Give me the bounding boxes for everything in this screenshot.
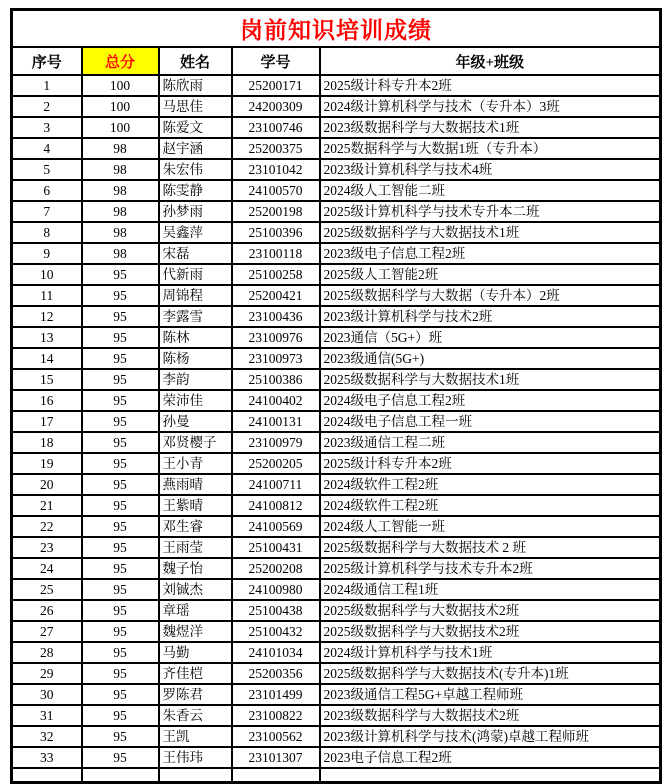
cell-class: 2024级计算机科学与技术1班 xyxy=(320,642,661,663)
cell-index: 21 xyxy=(12,495,82,516)
cell-score: 98 xyxy=(82,180,159,201)
cell-name: 代新雨 xyxy=(159,264,232,285)
table-row xyxy=(12,495,661,516)
table-row xyxy=(12,75,661,96)
cell-class: 2023级计算机科学与技术4班 xyxy=(320,159,661,180)
cell-index: 26 xyxy=(12,600,82,621)
cell-class: 2024级电子信息工程一班 xyxy=(320,411,661,432)
page-title: 岗前知识培训成绩 xyxy=(12,10,661,48)
cell-score: 95 xyxy=(82,432,159,453)
cell-index: 1 xyxy=(12,75,82,96)
cell-student-id: 24100570 xyxy=(232,180,320,201)
cell-student-id: 24200309 xyxy=(232,96,320,117)
table-row xyxy=(12,222,661,243)
cell-index: 9 xyxy=(12,243,82,264)
table-row xyxy=(12,369,661,390)
cell-index: 27 xyxy=(12,621,82,642)
cell-score: 98 xyxy=(82,243,159,264)
cell-score: 95 xyxy=(82,600,159,621)
cell-student-id: 25200356 xyxy=(232,663,320,684)
empty-cell xyxy=(82,768,159,782)
cell-class: 2024级软件工程2班 xyxy=(320,474,661,495)
cell-student-id: 25100396 xyxy=(232,222,320,243)
cell-class: 2025级计科专升本2班 xyxy=(320,453,661,474)
cell-score: 95 xyxy=(82,537,159,558)
cell-name: 王伟玮 xyxy=(159,747,232,768)
cell-student-id: 25200198 xyxy=(232,201,320,222)
cell-student-id: 25100386 xyxy=(232,369,320,390)
cell-index: 28 xyxy=(12,642,82,663)
table-row xyxy=(12,726,661,747)
cell-student-id: 23101499 xyxy=(232,684,320,705)
empty-cell xyxy=(232,768,320,782)
cell-class: 2024级通信工程1班 xyxy=(320,579,661,600)
cell-index: 23 xyxy=(12,537,82,558)
cell-class: 2025级计算机科学与技术专升本二班 xyxy=(320,201,661,222)
cell-index: 24 xyxy=(12,558,82,579)
table-row xyxy=(12,684,661,705)
header-row xyxy=(12,47,661,75)
cell-score: 95 xyxy=(82,369,159,390)
table-row xyxy=(12,705,661,726)
cell-name: 刘铖杰 xyxy=(159,579,232,600)
table-row xyxy=(12,432,661,453)
score-table xyxy=(10,8,662,784)
table-row xyxy=(12,264,661,285)
table-row xyxy=(12,600,661,621)
cell-score: 100 xyxy=(82,117,159,138)
cell-score: 95 xyxy=(82,726,159,747)
cell-index: 6 xyxy=(12,180,82,201)
table-row xyxy=(12,453,661,474)
cell-name: 王紫晴 xyxy=(159,495,232,516)
table-row xyxy=(12,663,661,684)
cell-index: 4 xyxy=(12,138,82,159)
cell-class: 2025级数据科学与大数据（专升本）2班 xyxy=(320,285,661,306)
cell-student-id: 25100432 xyxy=(232,621,320,642)
cell-name: 赵宇涵 xyxy=(159,138,232,159)
cell-name: 魏子怡 xyxy=(159,558,232,579)
cell-name: 李韵 xyxy=(159,369,232,390)
cell-name: 齐佳桤 xyxy=(159,663,232,684)
cell-class: 2024级软件工程2班 xyxy=(320,495,661,516)
cell-index: 3 xyxy=(12,117,82,138)
cell-student-id: 23101042 xyxy=(232,159,320,180)
empty-cell xyxy=(159,768,232,782)
cell-score: 95 xyxy=(82,348,159,369)
cell-score: 95 xyxy=(82,327,159,348)
cell-student-id: 25100431 xyxy=(232,537,320,558)
cell-student-id: 24100569 xyxy=(232,516,320,537)
table-body xyxy=(12,75,661,768)
partial-row xyxy=(12,768,661,782)
cell-index: 17 xyxy=(12,411,82,432)
cell-class: 2025数据科学与大数据1班（专升本） xyxy=(320,138,661,159)
cell-class: 2024级人工智能一班 xyxy=(320,516,661,537)
cell-name: 章瑶 xyxy=(159,600,232,621)
cell-student-id: 24100131 xyxy=(232,411,320,432)
table-row xyxy=(12,642,661,663)
cell-score: 95 xyxy=(82,642,159,663)
table-row xyxy=(12,747,661,768)
title-row xyxy=(12,10,661,48)
table-row xyxy=(12,201,661,222)
cell-class: 2025级计科专升本2班 xyxy=(320,75,661,96)
cell-index: 20 xyxy=(12,474,82,495)
cell-class: 2024级电子信息工程2班 xyxy=(320,390,661,411)
table-row xyxy=(12,537,661,558)
cell-score: 98 xyxy=(82,201,159,222)
cell-index: 7 xyxy=(12,201,82,222)
cell-class: 2025级数据科学与大数据技术2班 xyxy=(320,600,661,621)
cell-score: 98 xyxy=(82,222,159,243)
col-header-name: 姓名 xyxy=(159,47,232,75)
cell-score: 95 xyxy=(82,285,159,306)
cell-score: 95 xyxy=(82,411,159,432)
cell-index: 32 xyxy=(12,726,82,747)
cell-name: 周锦程 xyxy=(159,285,232,306)
cell-student-id: 24101034 xyxy=(232,642,320,663)
cell-name: 邓生睿 xyxy=(159,516,232,537)
table-row xyxy=(12,474,661,495)
cell-score: 98 xyxy=(82,138,159,159)
cell-class: 2023通信（5G+）班 xyxy=(320,327,661,348)
table-row xyxy=(12,390,661,411)
cell-class: 2023级数据科学与大数据技术2班 xyxy=(320,705,661,726)
cell-name: 孙梦雨 xyxy=(159,201,232,222)
cell-class: 2023级计算机科学与技术2班 xyxy=(320,306,661,327)
cell-name: 罗陈君 xyxy=(159,684,232,705)
cell-index: 25 xyxy=(12,579,82,600)
cell-name: 马勤 xyxy=(159,642,232,663)
table-row xyxy=(12,621,661,642)
cell-name: 陈欣雨 xyxy=(159,75,232,96)
cell-student-id: 24100812 xyxy=(232,495,320,516)
cell-name: 吴鑫萍 xyxy=(159,222,232,243)
cell-index: 22 xyxy=(12,516,82,537)
cell-score: 95 xyxy=(82,390,159,411)
cell-class: 2024级人工智能二班 xyxy=(320,180,661,201)
table-row xyxy=(12,516,661,537)
cell-score: 95 xyxy=(82,579,159,600)
cell-index: 5 xyxy=(12,159,82,180)
cell-index: 2 xyxy=(12,96,82,117)
cell-index: 31 xyxy=(12,705,82,726)
cell-index: 13 xyxy=(12,327,82,348)
cell-score: 95 xyxy=(82,495,159,516)
cell-score: 95 xyxy=(82,684,159,705)
table-row xyxy=(12,96,661,117)
cell-index: 18 xyxy=(12,432,82,453)
table-row xyxy=(12,117,661,138)
col-header-student-id: 学号 xyxy=(232,47,320,75)
cell-score: 95 xyxy=(82,558,159,579)
cell-name: 陈爱文 xyxy=(159,117,232,138)
cell-index: 16 xyxy=(12,390,82,411)
cell-student-id: 24100980 xyxy=(232,579,320,600)
cell-student-id: 25200375 xyxy=(232,138,320,159)
cell-class: 2025级数据科学与大数据技术2班 xyxy=(320,621,661,642)
cell-student-id: 23100746 xyxy=(232,117,320,138)
table-row xyxy=(12,180,661,201)
cell-name: 陈杨 xyxy=(159,348,232,369)
cell-index: 14 xyxy=(12,348,82,369)
cell-score: 95 xyxy=(82,453,159,474)
cell-student-id: 25200421 xyxy=(232,285,320,306)
col-header-class: 年级+班级 xyxy=(320,47,661,75)
cell-class: 2023电子信息工程2班 xyxy=(320,747,661,768)
cell-name: 陈雯静 xyxy=(159,180,232,201)
cell-index: 10 xyxy=(12,264,82,285)
table-row xyxy=(12,306,661,327)
cell-name: 王雨莹 xyxy=(159,537,232,558)
cell-score: 95 xyxy=(82,474,159,495)
table-row xyxy=(12,285,661,306)
cell-name: 荣沛佳 xyxy=(159,390,232,411)
cell-class: 2023级电子信息工程2班 xyxy=(320,243,661,264)
empty-cell xyxy=(12,768,82,782)
cell-score: 100 xyxy=(82,96,159,117)
cell-index: 12 xyxy=(12,306,82,327)
cell-student-id: 24100711 xyxy=(232,474,320,495)
cell-index: 30 xyxy=(12,684,82,705)
col-header-index: 序号 xyxy=(12,47,82,75)
cell-index: 33 xyxy=(12,747,82,768)
cell-class: 2023级数据科学与大数据技术1班 xyxy=(320,117,661,138)
cell-score: 95 xyxy=(82,516,159,537)
cell-name: 邓贤樱子 xyxy=(159,432,232,453)
cell-student-id: 23100973 xyxy=(232,348,320,369)
table-row xyxy=(12,348,661,369)
cell-name: 孙曼 xyxy=(159,411,232,432)
cell-class: 2023级通信工程二班 xyxy=(320,432,661,453)
cell-name: 李露雪 xyxy=(159,306,232,327)
cell-class: 2025级数据科学与大数据技术(专升本)1班 xyxy=(320,663,661,684)
col-header-score: 总分 xyxy=(82,47,159,75)
cell-student-id: 25200208 xyxy=(232,558,320,579)
cell-student-id: 23100118 xyxy=(232,243,320,264)
cell-class: 2025级计算机科学与技术专升本2班 xyxy=(320,558,661,579)
cell-score: 95 xyxy=(82,621,159,642)
table-row xyxy=(12,579,661,600)
cell-student-id: 23100979 xyxy=(232,432,320,453)
cell-student-id: 25100258 xyxy=(232,264,320,285)
cell-name: 王小青 xyxy=(159,453,232,474)
cell-class: 2023级计算机科学与技术(鸿蒙)卓越工程师班 xyxy=(320,726,661,747)
cell-name: 朱宏伟 xyxy=(159,159,232,180)
cell-class: 2025级人工智能2班 xyxy=(320,264,661,285)
cell-score: 98 xyxy=(82,159,159,180)
cell-class: 2025级数据科学与大数据技术1班 xyxy=(320,222,661,243)
table-row xyxy=(12,327,661,348)
cell-class: 2025级数据科学与大数据技术1班 xyxy=(320,369,661,390)
table-row xyxy=(12,159,661,180)
table-row xyxy=(12,243,661,264)
cell-score: 95 xyxy=(82,306,159,327)
table-row xyxy=(12,558,661,579)
cell-score: 100 xyxy=(82,75,159,96)
cell-index: 15 xyxy=(12,369,82,390)
cell-class: 2025级数据科学与大数据技术 2 班 xyxy=(320,537,661,558)
table-row xyxy=(12,138,661,159)
cell-score: 95 xyxy=(82,264,159,285)
cell-score: 95 xyxy=(82,705,159,726)
cell-class: 2023级通信工程5G+卓越工程师班 xyxy=(320,684,661,705)
cell-name: 朱香云 xyxy=(159,705,232,726)
cell-score: 95 xyxy=(82,747,159,768)
cell-student-id: 25200205 xyxy=(232,453,320,474)
table-row xyxy=(12,411,661,432)
cell-student-id: 23101307 xyxy=(232,747,320,768)
cell-name: 魏煜洋 xyxy=(159,621,232,642)
cell-student-id: 25100438 xyxy=(232,600,320,621)
cell-name: 陈林 xyxy=(159,327,232,348)
cell-index: 8 xyxy=(12,222,82,243)
cell-index: 11 xyxy=(12,285,82,306)
cell-student-id: 23100436 xyxy=(232,306,320,327)
cell-student-id: 23100976 xyxy=(232,327,320,348)
cell-index: 29 xyxy=(12,663,82,684)
cell-name: 马思佳 xyxy=(159,96,232,117)
cell-class: 2024级计算机科学与技术（专升本）3班 xyxy=(320,96,661,117)
cell-student-id: 23100562 xyxy=(232,726,320,747)
cell-name: 王凯 xyxy=(159,726,232,747)
cell-score: 95 xyxy=(82,663,159,684)
empty-cell xyxy=(320,768,661,782)
cell-class: 2023级通信(5G+) xyxy=(320,348,661,369)
cell-student-id: 23100822 xyxy=(232,705,320,726)
cell-student-id: 25200171 xyxy=(232,75,320,96)
cell-name: 宋磊 xyxy=(159,243,232,264)
cell-name: 燕雨晴 xyxy=(159,474,232,495)
cell-student-id: 24100402 xyxy=(232,390,320,411)
cell-index: 19 xyxy=(12,453,82,474)
